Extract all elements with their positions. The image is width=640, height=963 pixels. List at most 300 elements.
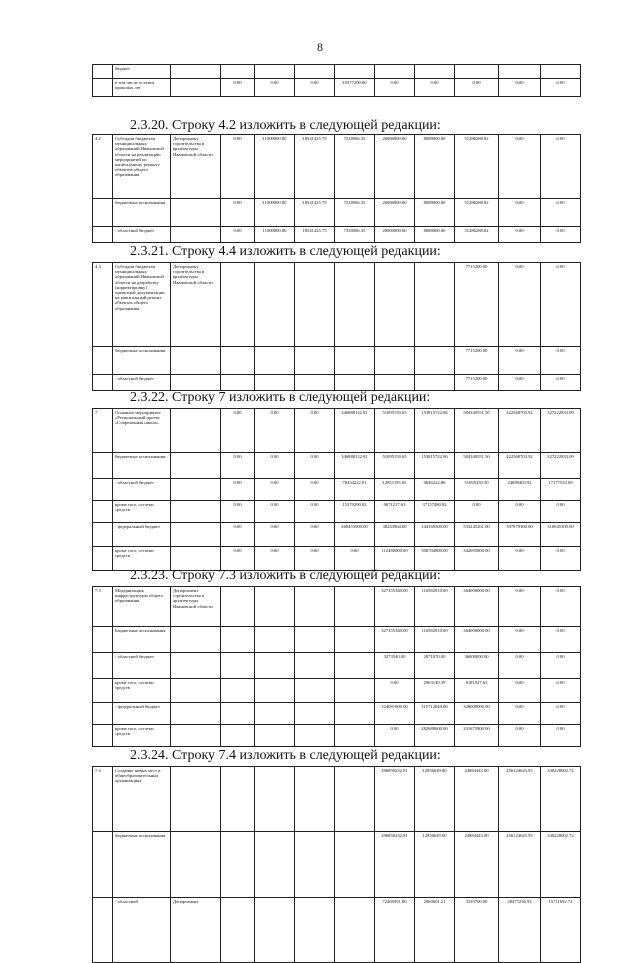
row-number-cell	[93, 479, 113, 501]
amount-cell: 364000000.00	[455, 587, 499, 627]
amount-cell: 0.00	[541, 135, 581, 199]
amount-cell: 18541425.75	[295, 199, 335, 227]
row-number-cell	[93, 703, 113, 725]
table-row	[93, 65, 581, 79]
amount-cell: 0.00	[541, 347, 581, 375]
amount-cell	[221, 587, 255, 627]
amount-cell: 0.00	[221, 79, 255, 97]
amount-cell: 310045300.00	[541, 523, 581, 547]
amount-cell: 0.00	[541, 547, 581, 571]
table-row	[93, 375, 581, 391]
row-number-cell	[93, 501, 113, 523]
executor-cell	[171, 679, 221, 703]
amount-cell	[295, 65, 335, 79]
amount-cell: 18541425.75	[295, 227, 335, 243]
amount-cell: 456124643.93	[499, 767, 541, 832]
amount-cell	[221, 897, 255, 962]
page-number: 8	[317, 40, 323, 54]
amount-cell: 7715200.00	[455, 347, 499, 375]
row-label-cell: Основное мероприятие «Региональный проект «Современная школа»	[113, 409, 171, 453]
row-number-cell	[93, 547, 113, 571]
amount-cell: 0.00	[541, 587, 581, 627]
row-label-cell: - областной бюджет	[113, 479, 171, 501]
amount-cell	[255, 703, 295, 725]
amount-cell: 7318066.35	[335, 227, 375, 243]
amount-cell	[415, 347, 455, 375]
amount-cell: 0.00	[295, 79, 335, 97]
table-row	[93, 501, 581, 523]
amount-cell	[255, 627, 295, 653]
row-label-cell: - областной бюджет	[113, 653, 171, 679]
amount-cell	[455, 65, 499, 79]
amount-cell: 0.00	[295, 547, 335, 571]
amount-cell	[295, 897, 335, 962]
amount-cell	[335, 627, 375, 653]
row-number-cell: 7	[93, 409, 113, 453]
amount-cell: 36000000.00	[455, 653, 499, 679]
section-heading-4-2: 2.3.20. Строку 4.2 изложить в следующей редакции:	[130, 118, 441, 133]
row-number-cell	[93, 627, 113, 653]
amount-cell: 9646222.86	[415, 479, 455, 501]
amount-cell: 0.00	[499, 627, 541, 653]
amount-cell: 0.00	[221, 409, 255, 453]
executor-cell	[171, 725, 221, 747]
amount-cell: 0.00	[541, 501, 581, 523]
amount-cell	[295, 832, 335, 897]
amount-cell	[335, 679, 375, 703]
amount-cell	[255, 897, 295, 962]
table-row	[93, 587, 581, 627]
row-label-cell: бюджетные ассигнования	[113, 347, 171, 375]
table-row	[93, 263, 581, 347]
executor-cell	[171, 79, 221, 97]
amount-cell: 324081800.00	[375, 703, 415, 725]
amount-cell: 0.00	[255, 501, 295, 523]
amount-cell: 3339700.00	[455, 897, 499, 962]
amount-cell: 397879300.00	[499, 523, 541, 547]
amount-cell	[335, 897, 375, 962]
amount-cell: 0.00	[255, 547, 295, 571]
amount-cell: 6181927.63	[455, 679, 499, 703]
amount-cell: 346888122.81	[335, 453, 375, 479]
amount-cell	[335, 653, 375, 679]
table-row	[93, 479, 581, 501]
amount-cell: 342695800.00	[455, 547, 499, 571]
amount-cell: 0.00	[221, 199, 255, 227]
amount-cell	[255, 832, 295, 897]
amount-cell: 0.00	[499, 227, 541, 243]
amount-cell: 0.00	[499, 79, 541, 97]
amount-cell	[221, 375, 255, 391]
amount-cell	[295, 627, 335, 653]
amount-cell: 231675800.00	[455, 725, 499, 747]
amount-cell: 11000000.00	[255, 199, 295, 227]
table-row	[93, 627, 581, 653]
amount-cell	[295, 263, 335, 347]
amount-cell: 422568703.92	[499, 453, 541, 479]
amount-cell	[415, 65, 455, 79]
amount-cell: 78434222.81	[335, 479, 375, 501]
table-row	[93, 832, 581, 897]
amount-cell	[295, 587, 335, 627]
amount-cell	[295, 767, 335, 832]
executor-cell	[171, 199, 221, 227]
table-row-4-4	[92, 262, 581, 391]
executor-cell	[171, 375, 221, 391]
amount-cell: 118582910.00	[415, 587, 455, 627]
executor-cell	[171, 832, 221, 897]
amount-cell	[499, 65, 541, 79]
amount-cell: 0.00	[375, 679, 415, 703]
amount-cell: 0.00	[221, 547, 255, 571]
amount-cell: 0.00	[541, 199, 581, 227]
section-heading-4-4: 2.3.21. Строку 4.4 изложить в следующей редакции:	[130, 244, 441, 259]
amount-cell	[255, 347, 295, 375]
table-row	[93, 703, 581, 725]
amount-cell: 584340551.50	[455, 453, 499, 479]
amount-cell	[335, 832, 375, 897]
executor-cell	[171, 479, 221, 501]
amount-cell: 0.00	[221, 479, 255, 501]
row-label-cell: - федеральный бюджет	[113, 523, 171, 547]
row-number-cell: 4.4	[93, 263, 113, 347]
row-label-cell: кроме того, остатки средств	[113, 725, 171, 747]
row-label-cell: - областной бюджет	[113, 375, 171, 391]
amount-cell	[221, 832, 255, 897]
amount-cell: 144169500.00	[415, 523, 455, 547]
amount-cell: 0.00	[499, 347, 541, 375]
table-row	[93, 453, 581, 479]
amount-cell: 533245201.00	[455, 523, 499, 547]
row-label-cell: бюджетные ассигнования	[113, 832, 171, 897]
executor-cell: Департамент строительства и архитектуры Ивановской области	[171, 587, 221, 627]
row-label-cell: в том числе остатки прошлых лет	[113, 79, 171, 97]
amount-cell: 51095350.50	[455, 479, 499, 501]
amount-cell: 0.00	[221, 453, 255, 479]
table-row	[93, 897, 581, 962]
row-label-cell: кроме того, остатки средств	[113, 679, 171, 703]
amount-cell: 10377200.00	[335, 79, 375, 97]
amount-cell: 0.00	[499, 679, 541, 703]
amount-cell: 20000000.00	[375, 135, 415, 199]
amount-cell: 0.00	[541, 227, 581, 243]
amount-cell: 0.00	[221, 523, 255, 547]
row-number-cell	[93, 79, 113, 97]
executor-cell	[171, 65, 221, 79]
row-label-cell: - федеральный бюджет	[113, 703, 171, 725]
executor-cell	[171, 227, 221, 243]
amount-cell	[375, 65, 415, 79]
row-label-cell: кроме того, остатки средств	[113, 547, 171, 571]
row-label-cell: Модернизация инфраструктуры общего образования	[113, 587, 171, 627]
amount-cell: 0.00	[455, 501, 499, 523]
amount-cell: 37157480.82	[415, 501, 455, 523]
table-row-7-3	[92, 586, 581, 747]
executor-cell	[171, 767, 221, 832]
amount-cell: 51095159.65	[375, 453, 415, 479]
amount-cell: 0.00	[541, 375, 581, 391]
table-row	[93, 227, 581, 243]
amount-cell: 506704800.00	[415, 547, 455, 571]
amount-cell	[221, 347, 255, 375]
amount-cell	[295, 653, 335, 679]
row-label-cell: Субсидии бюджетам муниципальных образований Ивановской области на разработку (корректировку) проектной документации на капитальный ремонт объектов общего образования	[113, 263, 171, 347]
amount-cell: 7715200.00	[455, 375, 499, 391]
table-row	[93, 523, 581, 547]
amount-cell	[375, 347, 415, 375]
amount-cell: 328000000.00	[455, 703, 499, 725]
amount-cell: 330228002.72	[541, 767, 581, 832]
amount-cell	[221, 653, 255, 679]
amount-cell: 327355340.00	[375, 627, 415, 653]
executor-cell	[171, 703, 221, 725]
amount-cell: 0.00	[499, 725, 541, 747]
amount-cell: 51286288.82	[455, 199, 499, 227]
amount-cell	[335, 767, 375, 832]
table-row	[93, 79, 581, 97]
row-number-cell	[93, 347, 113, 375]
amount-cell: 72469491.80	[375, 897, 415, 962]
amount-cell: 0.00	[295, 409, 335, 453]
amount-cell: 296850232.81	[375, 767, 415, 832]
row-number-cell	[93, 453, 113, 479]
row-label-cell: бюджетные ассигнования	[113, 199, 171, 227]
row-number-cell: 7.3	[93, 587, 113, 627]
amount-cell: 346888122.81	[335, 409, 375, 453]
amount-cell: 0.00	[499, 703, 541, 725]
section-heading-7: 2.3.22. Строку 7 изложить в следующей редакции:	[130, 390, 431, 405]
amount-cell: 0.00	[255, 479, 295, 501]
executor-cell	[171, 501, 221, 523]
amount-cell	[335, 263, 375, 347]
amount-cell: 268453900.00	[335, 523, 375, 547]
amount-cell	[255, 679, 295, 703]
amount-cell: 0.00	[541, 263, 581, 347]
amount-cell: 0.00	[255, 79, 295, 97]
amount-cell	[221, 263, 255, 347]
amount-cell	[221, 767, 255, 832]
executor-cell	[171, 547, 221, 571]
amount-cell	[221, 703, 255, 725]
amount-cell: 153815722.86	[415, 409, 455, 453]
amount-cell	[295, 725, 335, 747]
executor-cell	[171, 453, 221, 479]
amount-cell	[255, 767, 295, 832]
amount-cell: 15711692.72	[541, 897, 581, 962]
amount-cell: 115712840.00	[415, 703, 455, 725]
row-label-cell: бюджетные ассигнования	[113, 453, 171, 479]
amount-cell: 24689403.92	[499, 479, 541, 501]
amount-cell: 2960601.21	[415, 897, 455, 962]
amount-cell: 2871070.00	[415, 653, 455, 679]
amount-cell	[295, 375, 335, 391]
table-row	[93, 767, 581, 832]
amount-cell: 17177533.09	[541, 479, 581, 501]
row-number-cell	[93, 653, 113, 679]
amount-cell: 0.00	[541, 653, 581, 679]
amount-cell: 7318066.35	[335, 199, 375, 227]
amount-cell	[295, 679, 335, 703]
amount-cell: 282688600.00	[415, 725, 455, 747]
table-row	[93, 679, 581, 703]
amount-cell: 3273540.00	[375, 653, 415, 679]
amount-cell: 11000000.00	[255, 227, 295, 243]
amount-cell: 0.00	[541, 679, 581, 703]
amount-cell	[255, 587, 295, 627]
table-row-4-2	[92, 134, 581, 243]
amount-cell: 0.00	[255, 453, 295, 479]
amount-cell	[255, 653, 295, 679]
row-label-cell: Бюджетные ассигнования	[113, 627, 171, 653]
amount-cell: 0.00	[499, 587, 541, 627]
amount-cell: 0.00	[541, 627, 581, 653]
amount-cell: 422568703.92	[499, 409, 541, 453]
amount-cell: 118582910.00	[415, 627, 455, 653]
amount-cell: 0.00	[375, 725, 415, 747]
executor-cell: Департамент строительства и архитектуры Ивановской области	[171, 135, 221, 199]
amount-cell	[221, 65, 255, 79]
amount-cell	[255, 375, 295, 391]
amount-cell	[335, 347, 375, 375]
executor-cell: Департамент	[171, 897, 221, 962]
amount-cell: 364000000.00	[455, 627, 499, 653]
amount-cell	[541, 65, 581, 79]
amount-cell: 8088000.00	[415, 227, 455, 243]
amount-cell: 51095159.65	[375, 409, 415, 453]
amount-cell: 0.00	[499, 653, 541, 679]
amount-cell: 327222833.09	[541, 409, 581, 453]
amount-cell	[221, 725, 255, 747]
amount-cell	[255, 263, 295, 347]
amount-cell	[335, 375, 375, 391]
row-label-cell: - областной бюджет	[113, 227, 171, 243]
amount-cell: 456124643.93	[499, 832, 541, 897]
amount-cell: 0.00	[499, 199, 541, 227]
amount-cell: 327355340.00	[375, 587, 415, 627]
amount-cell: 0.00	[255, 409, 295, 453]
row-number-cell	[93, 375, 113, 391]
amount-cell: 12856649.00	[415, 832, 455, 897]
amount-cell: 8088000.00	[415, 199, 455, 227]
amount-cell	[335, 65, 375, 79]
amount-cell: 51286288.82	[455, 135, 499, 199]
table-row	[93, 347, 581, 375]
amount-cell: 11000000.00	[255, 135, 295, 199]
amount-cell	[375, 375, 415, 391]
section-heading-7-3: 2.3.23. Строку 7.3 изложить в следующей редакции:	[130, 568, 441, 583]
amount-cell: 24884443.00	[455, 832, 499, 897]
amount-cell: 0.00	[499, 135, 541, 199]
section-heading-7-4: 2.3.24. Строку 7.4 изложить в следующей редакции:	[130, 748, 441, 763]
amount-cell: 12851195.65	[375, 479, 415, 501]
amount-cell: 2963149.39	[415, 679, 455, 703]
amount-cell: 330228002.72	[541, 832, 581, 897]
amount-cell: 12856649.00	[415, 767, 455, 832]
row-number-cell: 4.2	[93, 135, 113, 199]
amount-cell: 28477256.93	[499, 897, 541, 962]
amount-cell: 112480000.00	[375, 547, 415, 571]
row-number-cell	[93, 523, 113, 547]
executor-cell	[171, 523, 221, 547]
table-continuation	[92, 64, 581, 97]
amount-cell: 0.00	[221, 501, 255, 523]
row-label-cell: Субсидии бюджетам муниципальных образований Ивановской области на реализацию мероприятий по капитальному ремонту объектов общего образования	[113, 135, 171, 199]
executor-cell	[171, 409, 221, 453]
amount-cell: 0.00	[295, 501, 335, 523]
amount-cell: 20000000.00	[375, 199, 415, 227]
amount-cell: 0.00	[541, 703, 581, 725]
row-number-cell	[93, 679, 113, 703]
amount-cell: 7715200.00	[455, 263, 499, 347]
amount-cell: 0.00	[295, 479, 335, 501]
amount-cell: 18541425.75	[295, 135, 335, 199]
amount-cell: 584340551.50	[455, 409, 499, 453]
executor-cell	[171, 653, 221, 679]
amount-cell: 0.00	[541, 725, 581, 747]
amount-cell	[335, 587, 375, 627]
executor-cell: Департамент строительства и архитектуры Ивановской области	[171, 263, 221, 347]
amount-cell: 0.00	[295, 453, 335, 479]
amount-cell: 0.00	[415, 79, 455, 97]
amount-cell	[295, 703, 335, 725]
amount-cell	[415, 263, 455, 347]
amount-cell	[335, 703, 375, 725]
table-row	[93, 547, 581, 571]
amount-cell: 20000000.00	[375, 227, 415, 243]
amount-cell	[295, 347, 335, 375]
row-number-cell: 7.4	[93, 767, 113, 832]
amount-cell: 38243964.00	[375, 523, 415, 547]
table-row	[93, 199, 581, 227]
row-number-cell	[93, 832, 113, 897]
row-number-cell	[93, 199, 113, 227]
table-row	[93, 135, 581, 199]
amount-cell: 0.00	[499, 375, 541, 391]
amount-cell: 8088000.00	[415, 135, 455, 199]
amount-cell	[221, 679, 255, 703]
amount-cell: 24884443.00	[455, 767, 499, 832]
executor-cell	[171, 627, 221, 653]
amount-cell: 0.00	[221, 135, 255, 199]
table-row-7-4	[92, 766, 581, 963]
table-row-7	[92, 408, 581, 571]
amount-cell: 0.00	[541, 79, 581, 97]
amount-cell: 0.00	[255, 523, 295, 547]
amount-cell: 51286288.82	[455, 227, 499, 243]
amount-cell: 153815722.86	[415, 453, 455, 479]
amount-cell: 0.00	[499, 547, 541, 571]
table-row	[93, 725, 581, 747]
row-number-cell	[93, 227, 113, 243]
row-label-cell: - областной	[113, 897, 171, 962]
amount-cell: 0.00	[499, 263, 541, 347]
amount-cell	[335, 725, 375, 747]
amount-cell	[415, 375, 455, 391]
amount-cell	[221, 627, 255, 653]
amount-cell: 327222833.09	[541, 453, 581, 479]
amount-cell: 9671217.63	[375, 501, 415, 523]
row-number-cell	[93, 897, 113, 962]
table-row	[93, 409, 581, 453]
amount-cell	[255, 65, 295, 79]
amount-cell	[375, 263, 415, 347]
amount-cell: 0.00	[499, 501, 541, 523]
row-number-cell	[93, 725, 113, 747]
amount-cell: 0.00	[335, 547, 375, 571]
row-label-cell: Создание новых мест в общеобразовательных организациях	[113, 767, 171, 832]
amount-cell: 7318066.35	[335, 135, 375, 199]
row-number-cell	[93, 65, 113, 79]
